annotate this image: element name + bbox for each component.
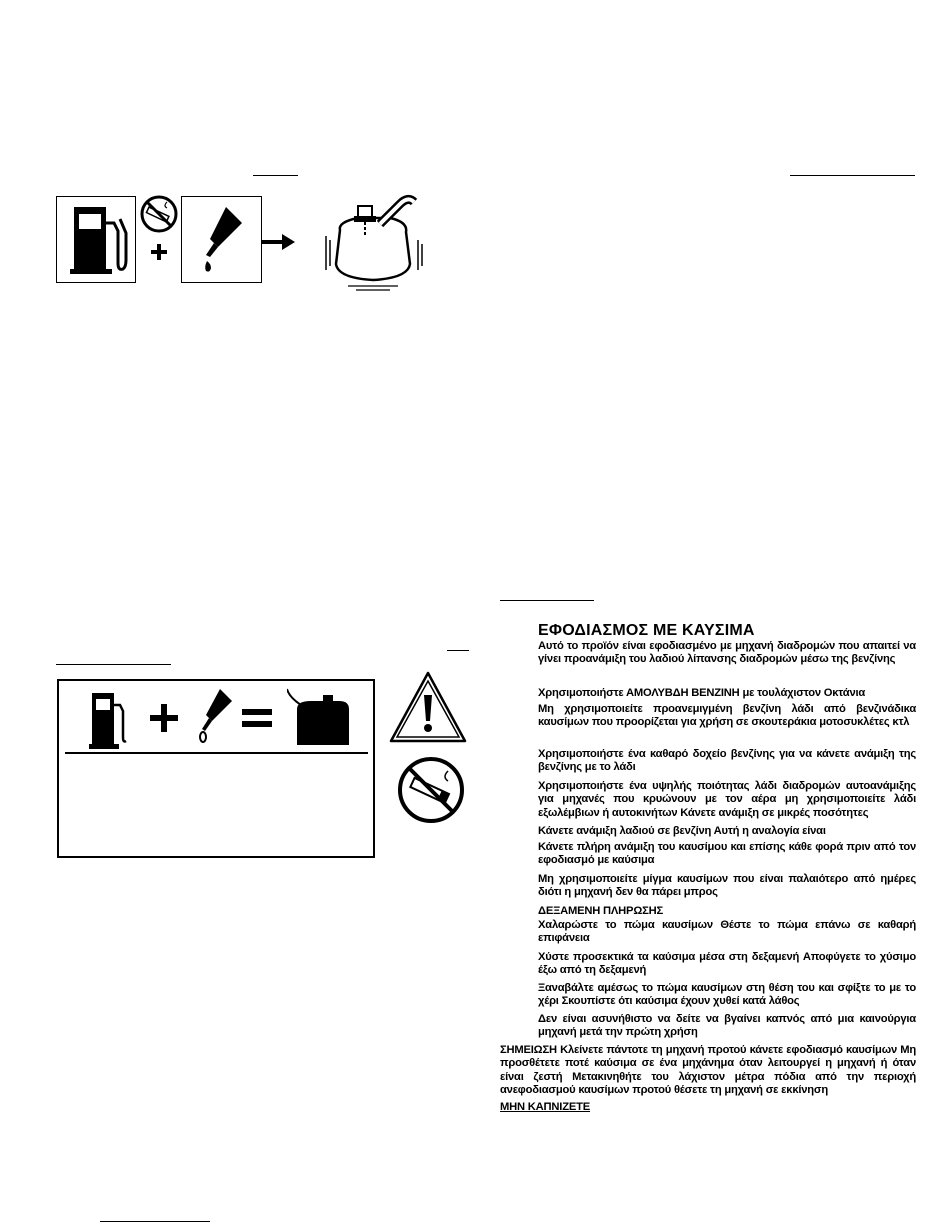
fueling-heading: ΕΦΟΔΙΑΣΜΟΣ ΜΕ ΚΑΥΣΙΜΑ xyxy=(538,622,755,639)
fuel-pump-icon xyxy=(70,205,128,275)
tank-paragraph: Ξαναβάλτε αμέσως το πώμα καυσίμων στη θέση του και σφίξτε το με το χέρι Σκουπίστε ότι καύσιμα έχουν χυθεί κατά λάθος xyxy=(538,982,916,1008)
tank-paragraph: Χαλαρώστε το πώμα καυσίμων Θέστε το πώμα επάνω σε καθαρή επιφάνεια xyxy=(538,919,916,945)
no-smoking-text: ΜΗΝ ΚΑΠΝΙΖΕΤΕ xyxy=(500,1101,591,1113)
bottom-rule xyxy=(100,1221,210,1222)
fuel-pump-icon xyxy=(89,691,127,749)
equals-icon xyxy=(242,707,272,729)
arrow-right-icon xyxy=(262,232,296,252)
tank-paragraph: Χύστε προσεκτικά τα καύσιμα μέσα στη δεξαμενή Αποφύγετε το χύσιμο έξω από τη δεξαμενή xyxy=(538,951,916,977)
fueling-paragraph: Αυτό το προϊόν είναι εφοδιασμένο με μηχανή διαδρομών που απαιτεί να γίνει προανάμιξη του λαδιού λίπανσης διαδρομών μέσω της βενζίνης xyxy=(538,640,916,666)
fueling-paragraph: Χρησιμοποιήστε ΑΜΟΛΥΒΔΗ ΒΕΝΖΙΝΗ με τουλάχιστον Οκτάνια xyxy=(538,687,866,699)
no-smoking-icon xyxy=(139,194,179,234)
tank-heading: ΔΕΞΑΜΕΝΗ ΠΛΗΡΩΣΗΣ xyxy=(538,905,663,917)
fueling-paragraph: Χρησιμοποιήστε ένα υψηλής ποιότητας λάδι διαδρομών αυτοανάμιξης για μηχανές που κρυώνουν με τον αέρα μη χρησιμοποιείτε λάδι εξωλέμβιων ή αυτοκινήτων Κάνετε ανάμιξη σε μικρές ποσότητες xyxy=(538,780,916,819)
fuel-mix-divider xyxy=(65,752,368,754)
oil-funnel-box xyxy=(181,196,262,283)
mixing-can-icon xyxy=(318,192,428,292)
tank-paragraph: Δεν είναι ασυνήθιστο να δείτε να βγαίνει καπνός από μια καινούργια μηχανή μετά την πρώτη χρήση xyxy=(538,1013,916,1039)
oil-funnel-icon xyxy=(196,205,246,275)
fueling-paragraph: Κάνετε πλήρη ανάμιξη του καυσίμου και επίσης κάθε φορά πριν από τον εφοδιασμό με καύσιμα xyxy=(538,841,916,867)
plus-icon xyxy=(149,703,179,733)
fueling-paragraph: Μη χρησιμοποιείτε προανεμιγμένη βενζίνη λάδι από βενζινάδικα καυσίμων που προορίζεται για χρήση σε σκουτεράκια μοτοσυκλέτες κτλ xyxy=(538,703,916,729)
section-rule xyxy=(500,600,594,601)
fueling-paragraph: Μη χρησιμοποιείτε μίγμα καυσίμων που είναι παλαιότερο από ημέρες διότι η μηχανή δεν θα πάρει μπρος xyxy=(538,873,916,899)
fuel-can-icon xyxy=(287,687,351,747)
top-rule-short xyxy=(253,175,298,176)
fuel-pump-box xyxy=(56,196,136,283)
fueling-note: ΣΗΜΕΙΩΣΗ Κλείνετε πάντοτε τη μηχανή προτού κάνετε εφοδιασμό καυσίμων Μη προσθέτετε ποτέ καύσιμα σε ένα μηχάνημα όταν λειτουργεί η μηχανή ή όταν είναι ζεστή Μετακινηθήτε του λάχιστον μέτρα πόδια από την περιοχή ανεφοδιασμού καυσίμων προτού θέσετε τη μηχανή σε εκκίνηση xyxy=(500,1044,916,1097)
fueling-paragraph: Χρησιμοποιήστε ένα καθαρό δοχείο βενζίνης για να κάνετε ανάμιξη της βενζίνης με το λάδι xyxy=(538,748,916,774)
left-rule-long xyxy=(56,664,171,665)
top-rule-right xyxy=(790,175,915,176)
fuel-mix-icons xyxy=(59,681,372,751)
no-smoking-icon xyxy=(396,755,466,825)
warning-triangle-icon xyxy=(387,669,469,747)
fuel-mix-box xyxy=(57,679,375,858)
plus-icon xyxy=(150,243,168,261)
left-rule-short xyxy=(447,650,469,651)
oil-funnel-icon xyxy=(194,687,234,745)
fueling-paragraph: Κάνετε ανάμιξη λαδιού σε βενζίνη Αυτή η αναλογία είναι xyxy=(538,825,826,837)
